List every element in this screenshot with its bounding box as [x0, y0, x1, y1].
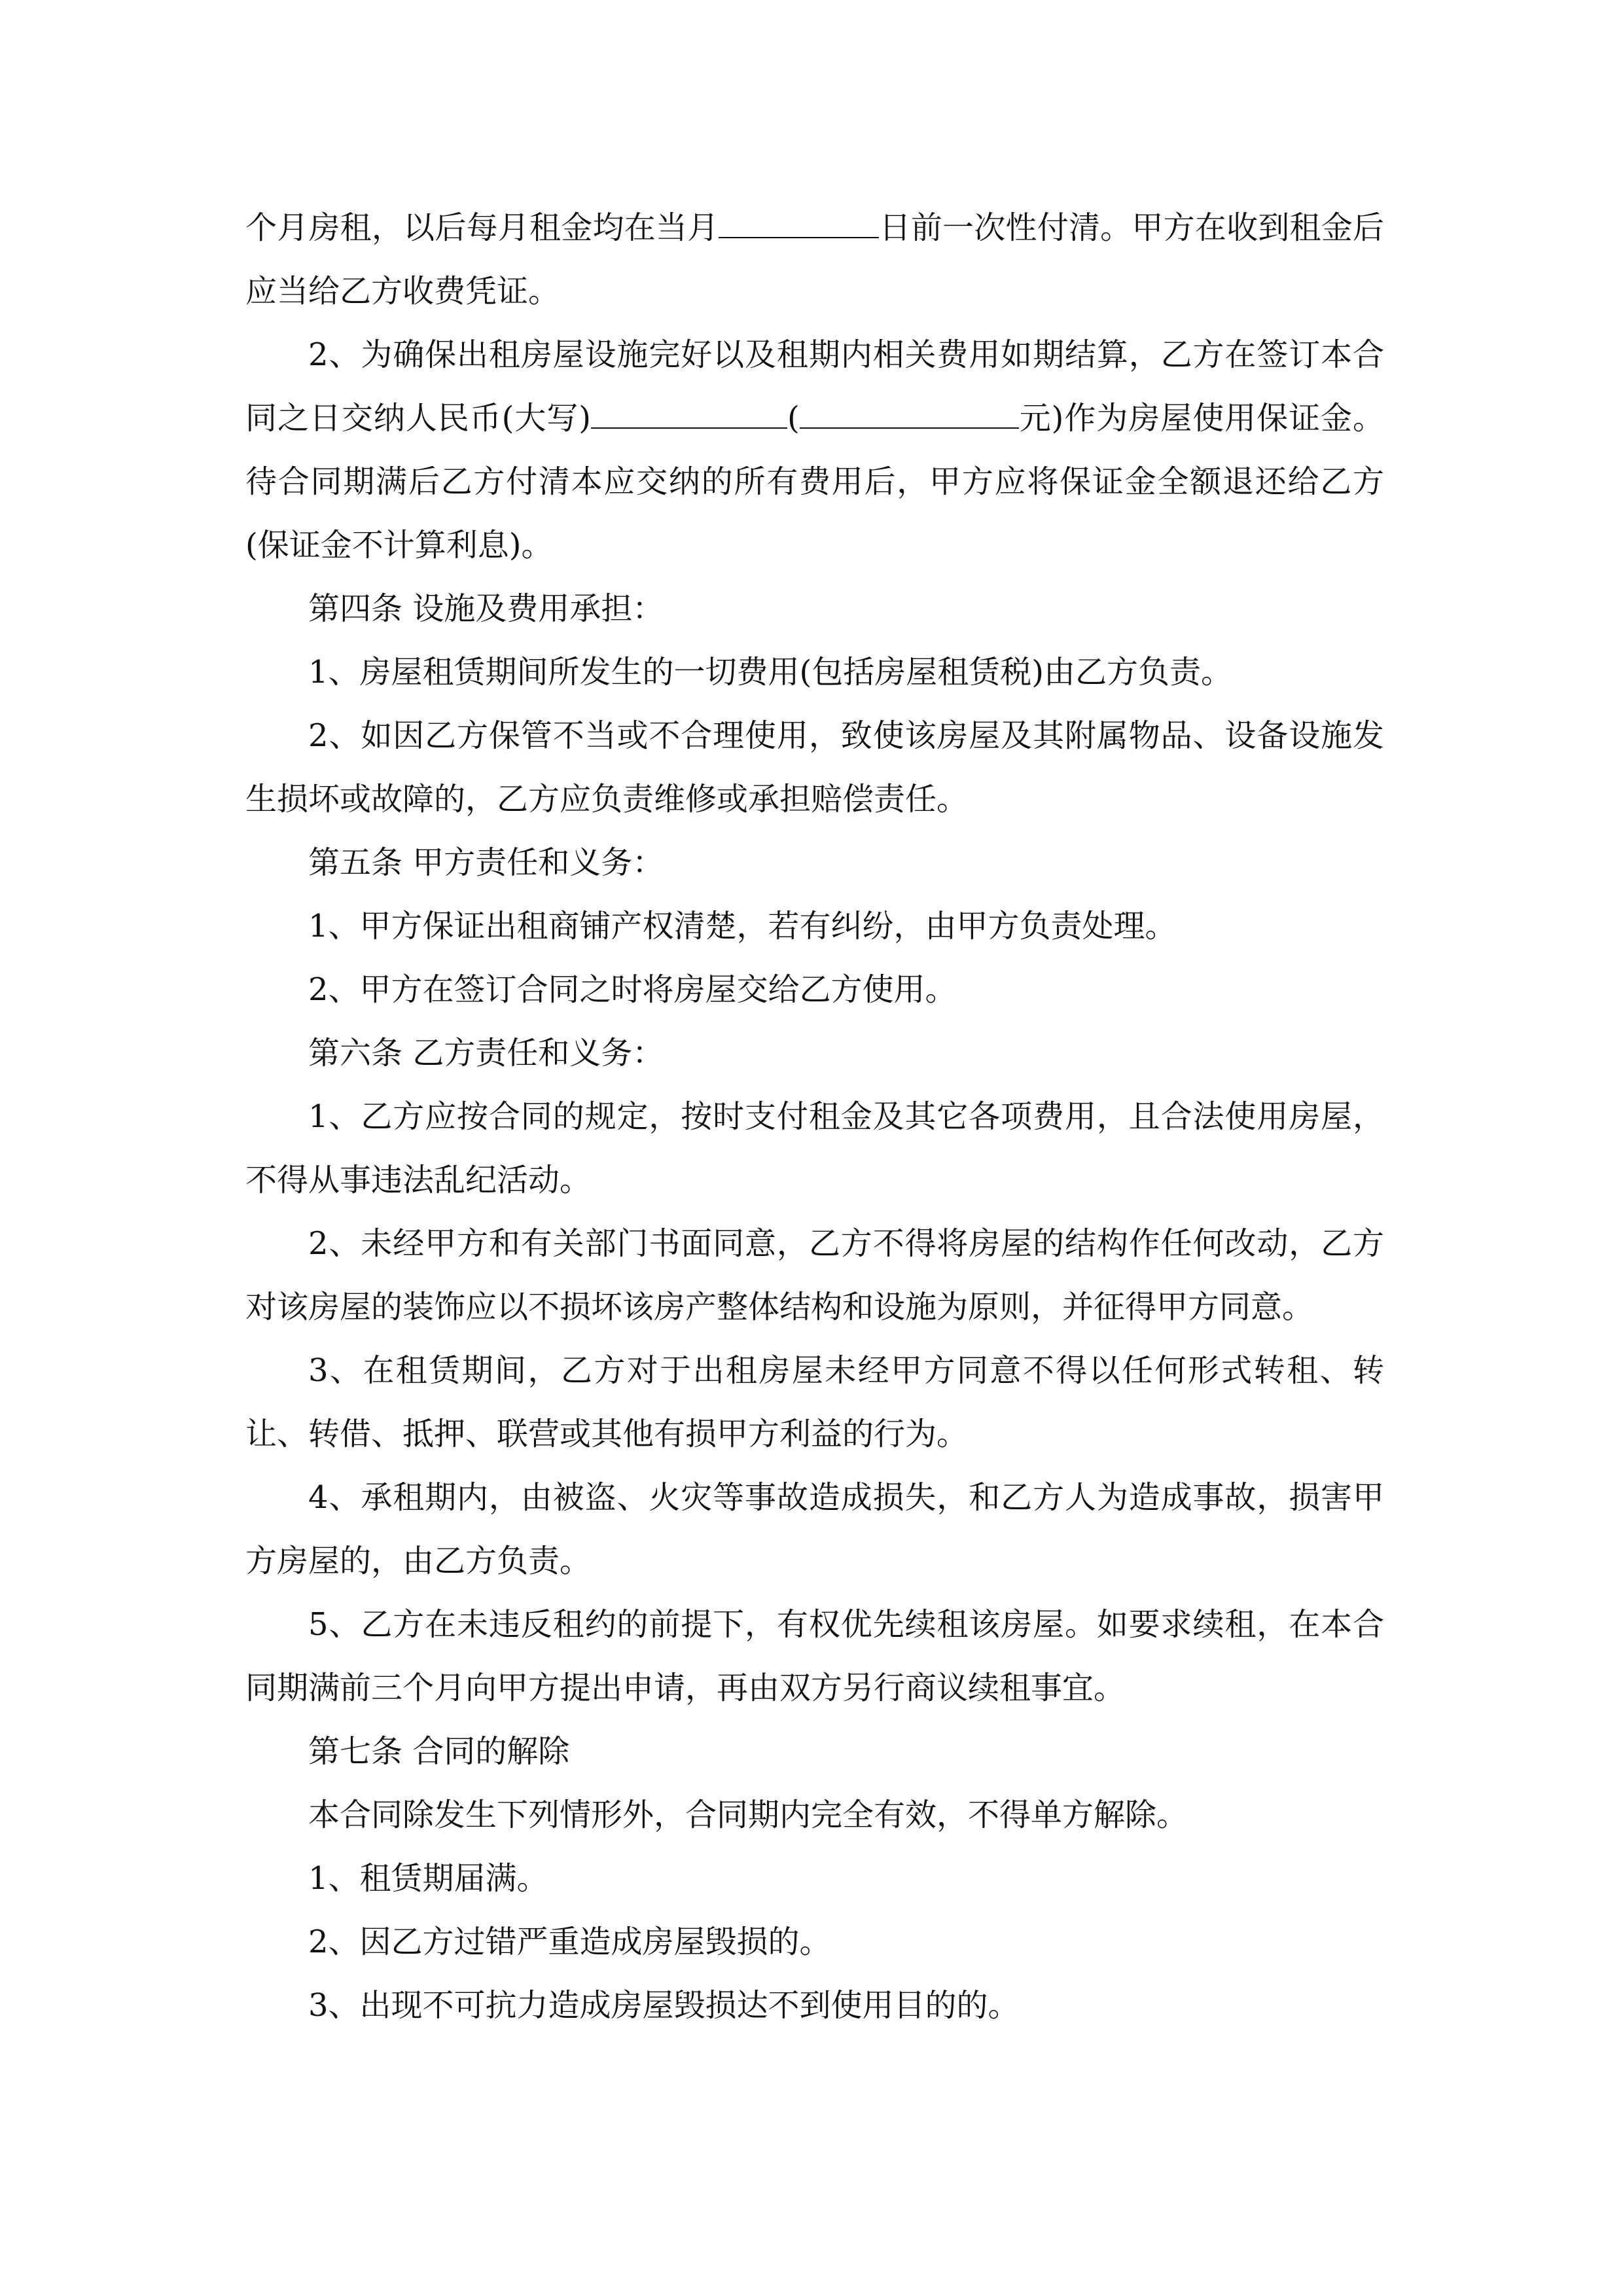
article-7-intro: 本合同除发生下列情形外，合同期内完全有效，不得单方解除。: [308, 1797, 1188, 1833]
rent-payment-text-start: 个月房租，以后每月租金均在当月: [245, 209, 719, 246]
article-6-clause-1: 1、乙方应按合同的规定，按时支付租金及其它各项费用，且合法使用房屋，不得从事违法乱纪活动。: [245, 1098, 1384, 1198]
article-7-heading: 第七条 合同的解除: [308, 1733, 570, 1770]
article-4-clause-2: 2、如因乙方保管不当或不合理使用，致使该房屋及其附属物品、设备设施发生损坏或故障的，乙方应负责维修或承担赔偿责任。: [245, 717, 1384, 817]
payment-day-blank[interactable]: [719, 208, 879, 238]
article-5-heading: 第五条 甲方责任和义务：: [308, 844, 664, 881]
article-7-clause-3: 3、出现不可抗力造成房屋毁损达不到使用目的的。: [308, 1987, 1020, 2024]
article-6-clause-5: 5、乙方在未违反租约的前提下，有权优先续租该房屋。如要求续租，在本合同期满前三个月向甲方提出申请，再由双方另行商议续租事宜。: [245, 1606, 1384, 1706]
article-6-clause-3: 3、在租赁期间，乙方对于出租房屋未经甲方同意不得以任何形式转租、转让、转借、抵押、联营或其他有损甲方利益的行为。: [245, 1352, 1384, 1452]
article-7-clause-2: 2、因乙方过错严重造成房屋毁损的。: [308, 1924, 831, 1960]
article-4-heading: 第四条 设施及费用承担：: [308, 590, 664, 627]
article-4-clause-1: 1、房屋租赁期间所发生的一切费用(包括房屋租赁税)由乙方负责。: [308, 654, 1232, 691]
article-6-clause-4: 4、承租期内，由被盗、火灾等事故造成损失，和乙方人为造成事故，损害甲方房屋的，由乙方负责。: [245, 1479, 1384, 1579]
deposit-text-end: 元)作为房屋使用保证金。待合同期满后乙方付清本应交纳的所有费用后，甲方应将保证金全额退还给乙方(保证金不计算利息)。: [245, 400, 1384, 564]
paragraph-rent-payment: [245, 196, 1384, 323]
paragraph-deposit: [245, 323, 1384, 577]
article-5-clause-1: 1、甲方保证出租商铺产权清楚，若有纠纷，由甲方负责处理。: [308, 908, 1177, 944]
article-6-heading: 第六条 乙方责任和义务：: [308, 1035, 664, 1071]
document-body: [245, 196, 1384, 2037]
deposit-text-start: 2、为确保出租房屋设施完好以及租期内相关费用如期结算，乙方在签订本合同之日交纳人民币(大写): [245, 336, 1384, 437]
article-6-clause-2: 2、未经甲方和有关部门书面同意，乙方不得将房屋的结构作任何改动，乙方对该房屋的装饰应以不损坏该房产整体结构和设施为原则，并征得甲方同意。: [245, 1225, 1384, 1325]
article-5-clause-2: 2、甲方在签订合同之时将房屋交给乙方使用。: [308, 971, 957, 1008]
deposit-amount-words-blank[interactable]: [591, 399, 787, 429]
deposit-open-paren: (: [787, 400, 800, 437]
article-7-clause-1: 1、租赁期届满。: [308, 1860, 548, 1897]
rent-payment-text-end: 日前一次性付清。甲方在收到租金后应当给乙方收费凭证。: [245, 209, 1384, 310]
deposit-amount-number-blank[interactable]: [800, 399, 1019, 429]
